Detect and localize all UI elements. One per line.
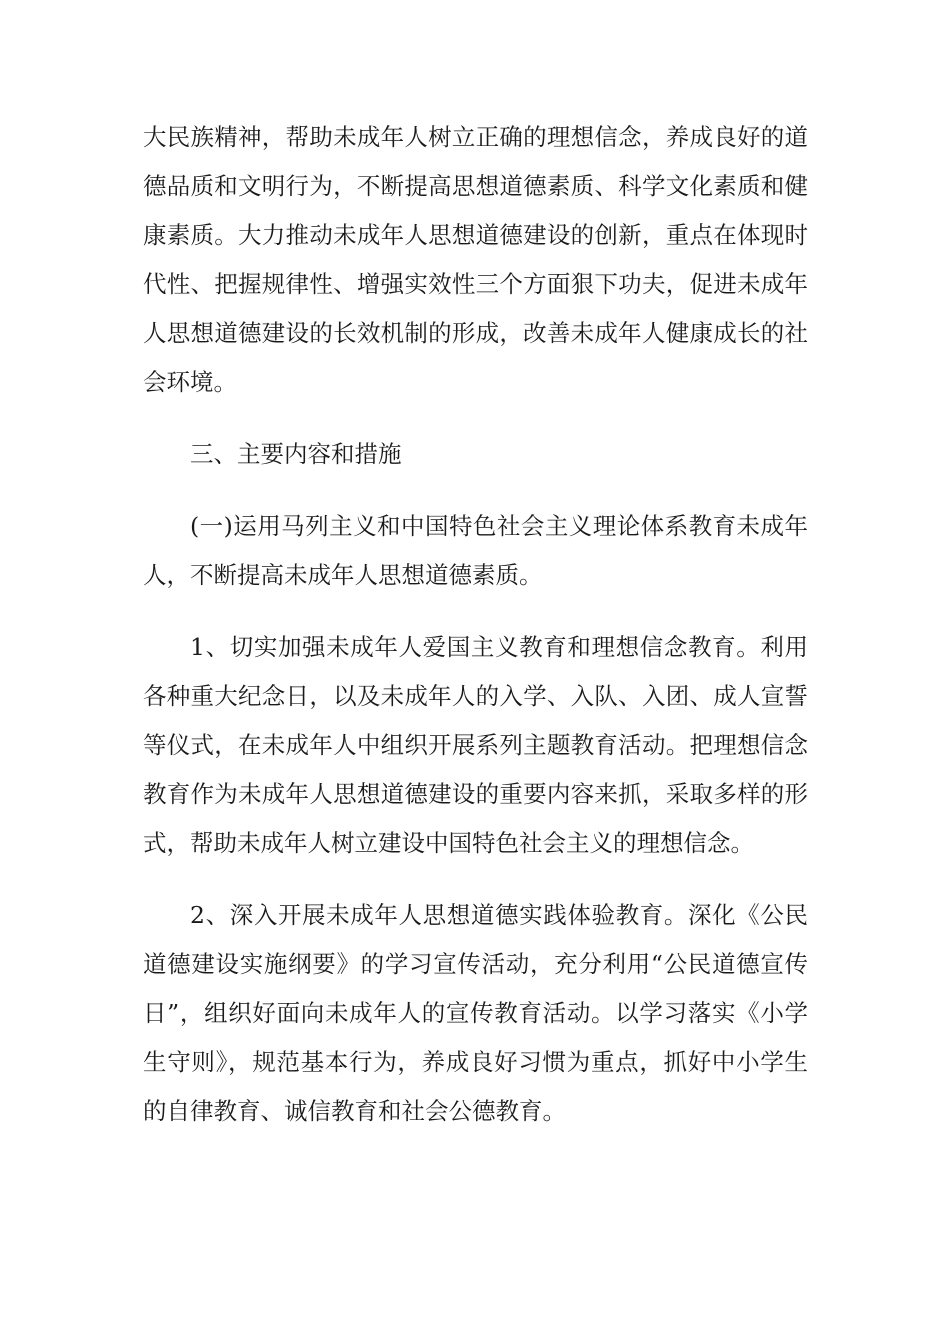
subsection-heading: (一)运用马列主义和中国特色社会主义理论体系教育未成年人，不断提高未成年人思想道德素质。: [143, 512, 808, 589]
paragraph-continuation: 大民族精神，帮助未成年人树立正确的理想信念，养成良好的道德品质和文明行为，不断提高思想道德素质、科学文化素质和健康素质。大力推动未成年人思想道德建设的创新，重点在体现时代性、把握规律性、增强实效性三个方面狠下功夫，促进未成年人思想道德建设的长效机制的形成，改善未成年人健康成长的社会环境。: [143, 123, 808, 396]
paragraph-item-2: 2、深入开展未成年人思想道德实践体验教育。深化《公民道德建设实施纲要》的学习宣传活动，充分利用“公民道德宣传日”，组织好面向未成年人的宣传教育活动。以学习落实《小学生守则》，规范基本行为，养成良好习惯为重点，抓好中小学生的自律教育、诚信教育和社会公德教育。: [143, 901, 808, 1125]
paragraph-item-1: 1、切实加强未成年人爱国主义教育和理想信念教育。利用各种重大纪念日，以及未成年人的入学、入队、入团、成人宣誓等仪式，在未成年人中组织开展系列主题教育活动。把理想信念教育作为未成年人思想道德建设的重要内容来抓，采取多样的形式，帮助未成年人树立建设中国特色社会主义的理想信念。: [143, 633, 808, 857]
document-body: [143, 113, 808, 1136]
section-heading: 三、主要内容和措施: [190, 440, 402, 468]
